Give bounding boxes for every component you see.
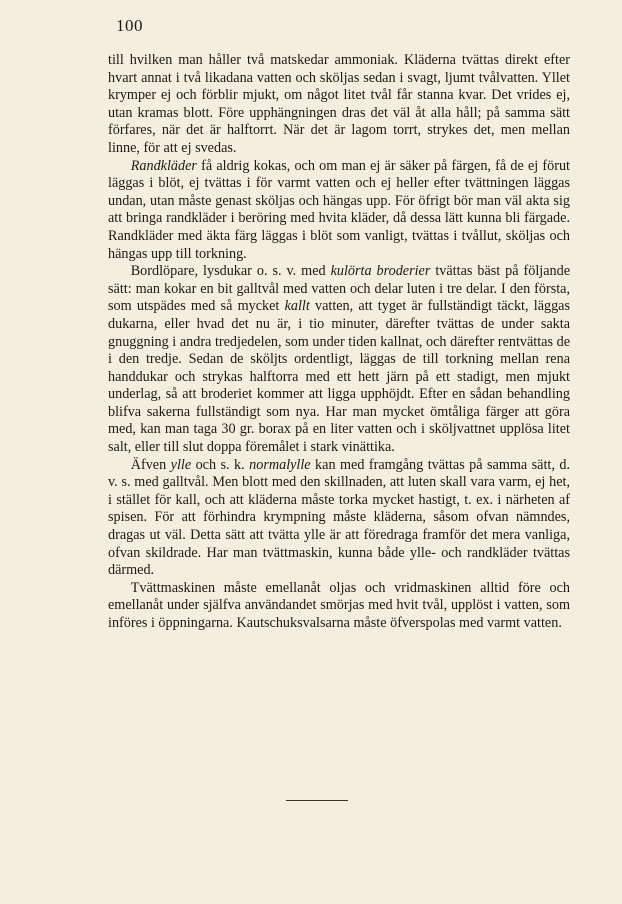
paragraph-text: och s. k. (191, 456, 250, 473)
paragraph-text: Tvättmaskinen måste emellanåt oljas och vridmaskinen alltid före och emellanåt under själfva användandet smörjas med hvit tvål, upplöst i vatten, som införes i öppningarna. Kautschuksvalsarna måste öfverspolas med varmt vatten. (108, 579, 570, 631)
paragraph-text: till hvilken man håller två matskedar ammoniak. Kläderna tvättas direkt efter hvart annat i två likadana vatten och sköljas sedan i svagt, ljumt tvålvatten. Yllet krymper ej och förblir mjukt, om något litet tvål får stanna kvar. Det vrides ej, utan kramas blott. Före upphängningen dras det väl åt alla håll; på samma sätt förfares, när det är halftorrt. När det är lagom torrt, strykes det, men mellan linne, för att ej svedas. (108, 52, 570, 156)
body-text (108, 52, 570, 633)
italic-term: kulörta broderier (330, 263, 431, 280)
italic-term: kallt (284, 298, 310, 315)
end-rule (286, 800, 348, 801)
paragraph (108, 457, 570, 580)
paragraph (108, 52, 570, 158)
italic-term: normalylle (249, 456, 311, 473)
paragraph-text: vatten, att tyget är fullständigt täckt, läggas dukarna, eller hvad det nu är, i tio minuter, därefter tvättas de under sakta gnuggning i andra tredjedelen, som under tiden kallnat, och därefter rentvättas de i den tredje. Sedan de sköljts ordentligt, läggas de till torkning mellan rena handdukar och strykas halftorra med ett hett järn på ett stadigt, men mjukt underlag, så att broderiet kommer att ligga upphöjdt. Efter en sådan behandling blifva sakerna fullständigt som nya. Har man mycket ömtåliga färger att göra med, kan man taga 30 gr. borax på en liter vatten och i sköljvattnet upplösa litet salt, eller till slut doppa föremålet i stark vinättika. (108, 298, 571, 456)
paragraph (108, 158, 570, 264)
paragraph-text: tvättas bäst på följande sätt: man kokar en bit galltvål med vatten och delar luten i tre delar. I den första, som utspädes med så mycket (108, 263, 570, 315)
paragraph-text: få aldrig kokas, och om man ej är säker på färgen, få de ej förut läggas i blöt, ej tvättas i för varmt vatten och ej heller efter tvättningen läggas undan, utan måste genast sköljas och hängas upp. För öfrigt bör man väl akta sig att bringa randkläder i beröring med hvita kläder, då dessa lätt kunna bli färgade. Randkläder med äkta färg läggas i blöt som vanligt, tvättas i tvållut, sköljas och hängas upp till torkning. (108, 157, 570, 262)
paragraph (108, 580, 570, 633)
italic-term: Randkläder (130, 157, 197, 174)
paragraph-text: Bordlöpare, lysdukar o. s. v. med (130, 263, 331, 280)
page-number: 100 (116, 16, 143, 35)
italic-term: ylle (170, 456, 192, 473)
paragraph-text: Äfven (130, 456, 171, 473)
paragraph-text: kan med framgång tvättas på samma sätt, d. v. s. med galltvål. Men blott med den skillnaden, att luten skall vara varm, ej het, i stället för kall, och att kläderna måste torka mycket hastigt, t. ex. i närheten af spisen. För att förhindra krympning måste kläderna, såsom ofvan nämndes, dragas ut väl. Detta sätt att tvätta ylle är att föredraga framför det mera vanliga, ofvan skildrade. Har man tvättmaskin, kunna både ylle- och randkläder tvättas därmed. (108, 456, 570, 579)
paragraph (108, 263, 570, 457)
